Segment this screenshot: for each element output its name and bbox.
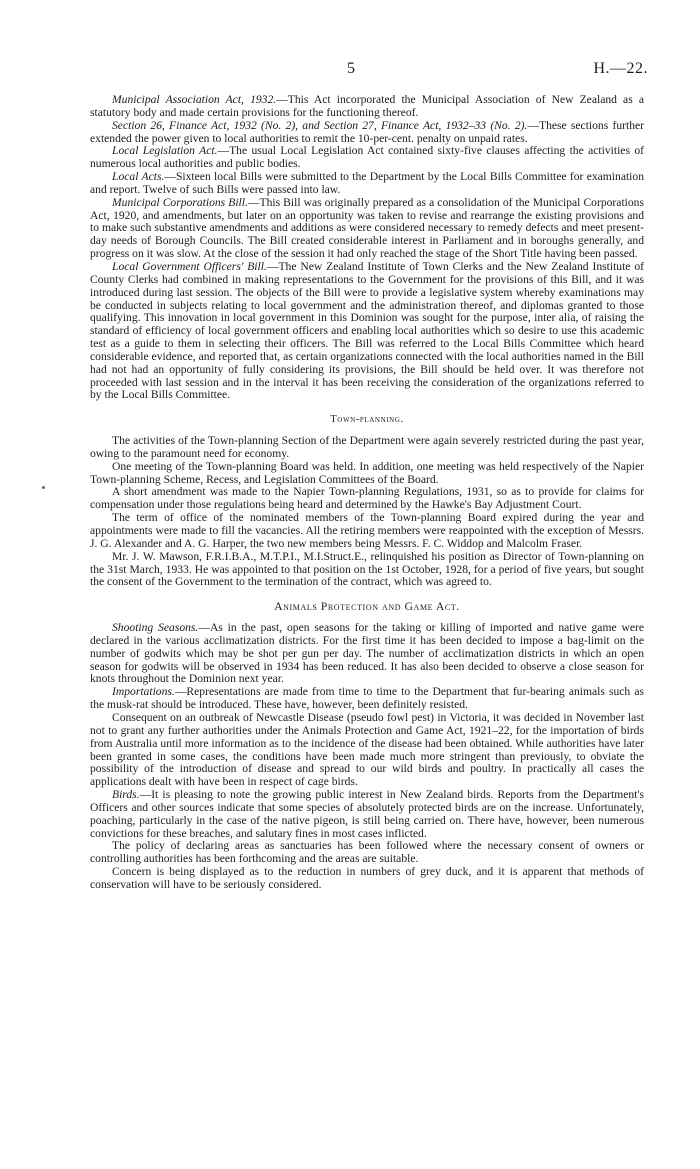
paragraph-finance-act: Section 26, Finance Act, 1932 (No. 2), and Section 27, Finance Act, 1932–33 (No. 2).—These sections further extended the power given to local authorities to remit the 10-per-cent. penalty on unpaid rates. <box>90 118 644 145</box>
paragraph-town-4: The term of office of the nominated members of the Town-planning Board expired during the year and appointments were made to fill the vacancies. All the retiring members were reappointed with the exception of Messrs. J. G. Alexander and A. G. Harper, the two new members being Messrs. F. C. Widdop and Malcolm Fraser. <box>90 511 644 550</box>
paragraph-local-acts: Local Acts.—Sixteen local Bills were submitted to the Department by the Local Bills Committee for examination and report. Twelve of such Bills were passed into law. <box>90 170 644 196</box>
paragraph-importations: Importations.—Representations are made from time to time to the Department that fur-bearing animals such as the musk-rat should be introduced. These have, however, been definitely resisted. <box>90 685 644 712</box>
section-heading-town-planning: Town-planning. <box>330 414 404 426</box>
page-number: 5 <box>347 60 355 77</box>
margin-mark <box>42 486 45 489</box>
paragraph-sanctuaries: The policy of declaring areas as sanctuaries has been followed where the necessary consent of owners or controlling authorities has been forthcoming and the areas are suitable. <box>90 839 644 866</box>
paragraph-municipal-corporations: Municipal Corporations Bill.—This Bill was originally prepared as a consolidation of the Municipal Corporations Act, 1920, and amendments, but later on an opportunity was taken to revise and rearrange the existing provisions and to make such substantive amendments and additions as were considered necessary to remedy defects and meet present-day needs of Borough Councils. The Bill created considerable interest in Parliament and in boroughs generally, and progress on it was slow. At the close of the session it had only reached the stage of the Short Title having been passed. <box>90 195 644 261</box>
paragraph-grey-duck: Concern is being displayed as to the reduction in numbers of grey duck, and it is apparent that methods of conservation will have to be seriously considered. <box>90 865 644 891</box>
paragraph-town-3: A short amendment was made to the Napier Town-planning Regulations, 1931, so as to provide for claims for compensation under those regulations being heard and determined by the Hawke's Bay Adjustment Court. <box>90 485 644 512</box>
paragraph-local-legislation: Local Legislation Act.—The usual Local Legislation Act contained sixty-five clauses affecting the activities of numerous local authorities and public bodies. <box>90 144 644 171</box>
paragraph-town-5: Mr. J. W. Mawson, F.R.I.B.A., M.T.P.I., M.I.Struct.E., relinquished his position as Director of Town-planning on the 31st March, 1933. He was appointed to that position on the 1st October, 1928, for a period of five years, but sought the consent of the Government to the termination of the contract, which was agreed to. <box>90 549 644 589</box>
paragraph-birds: Birds.—It is pleasing to note the growing public interest in New Zealand birds. Reports from the Department's Officers and other sources indicate that some species of absolutely protected birds are on the increase. Unfortunately, poaching, particularly in the case of the native pigeon, is still being carried on. There have, however, been numerous convictions for these breaches, and salutary fines in most cases inflicted. <box>90 788 644 840</box>
paragraph-town-1: The activities of the Town-planning Section of the Department were again severely restricted during the past year, owing to the paramount need for economy. <box>90 434 644 460</box>
paragraph-shooting-seasons: Shooting Seasons.—As in the past, open seasons for the taking or killing of imported and native game were declared in the various acclimatization districts. For the first time it has been decided to impose a bag-limit on the number of godwits which may be shot per gun per day. The number of acclimatization districts in which an open season for godwits will be observed in 1934 has been reduced. It has also been decided to observe a close season for knots throughout the Dominion next year. <box>90 621 644 686</box>
document-code: H.—22. <box>593 60 648 77</box>
paragraph-newcastle-disease: Consequent on an outbreak of Newcastle Disease (pseudo fowl pest) in Victoria, it was decided in November last not to grant any further authorities under the Animals Protection and Game Act, 1921–22, for the importation of birds from Australia until more information as to the incidence of the disease had been obtained. While authorities have later been granted in some cases, the conditions have been made much more stringent than previously, to obviate the possibility of the introduction of disease and spread to our wild birds and poultry. In practically all cases the applications dealt with have been in respect of cage birds. <box>90 710 644 789</box>
page-header <box>0 60 700 82</box>
document-body <box>90 94 644 892</box>
paragraph-officers-bill: Local Government Officers' Bill.—The New Zealand Institute of Town Clerks and the New Zealand Institute of County Clerks had combined in making representations to the Government for the provisions of this Bill, and it was introduced during last session. The objects of the Bill were to provide a legislative system whereby examinations may be conducted in subjects relating to local government and the administration thereof, and diplomas granted to those qualifying. This innovation in local government in this Dominion was sought for the purpose, inter alia, of raising the standard of efficiency of local government officers and enabling local authorities which so desire to use this academic test as a guide to them in selecting their officers. The Bill was referred to the Local Bills Committee which heard considerable evidence, and reported that, as certain organizations connected with the local authorities named in the Bill had not had an opportunity of fully considering its provisions, the Bill should be held over. It was therefore not proceeded with last session and in the interval it has been receiving the consideration of the organizations referred to by the Local Bills Committee. <box>90 259 644 402</box>
paragraph-town-2: One meeting of the Town-planning Board was held. In addition, one meeting was held respectively of the Napier Town-planning Scheme, Recess, and Legislation Committees of the Board. <box>90 459 644 486</box>
paragraph-municipal-association: Municipal Association Act, 1932.—This Act incorporated the Municipal Association of New Zealand as a statutory body and made certain provisions for the functioning thereof. <box>90 93 644 119</box>
section-heading-animals-protection: Animals Protection and Game Act. <box>274 601 460 614</box>
